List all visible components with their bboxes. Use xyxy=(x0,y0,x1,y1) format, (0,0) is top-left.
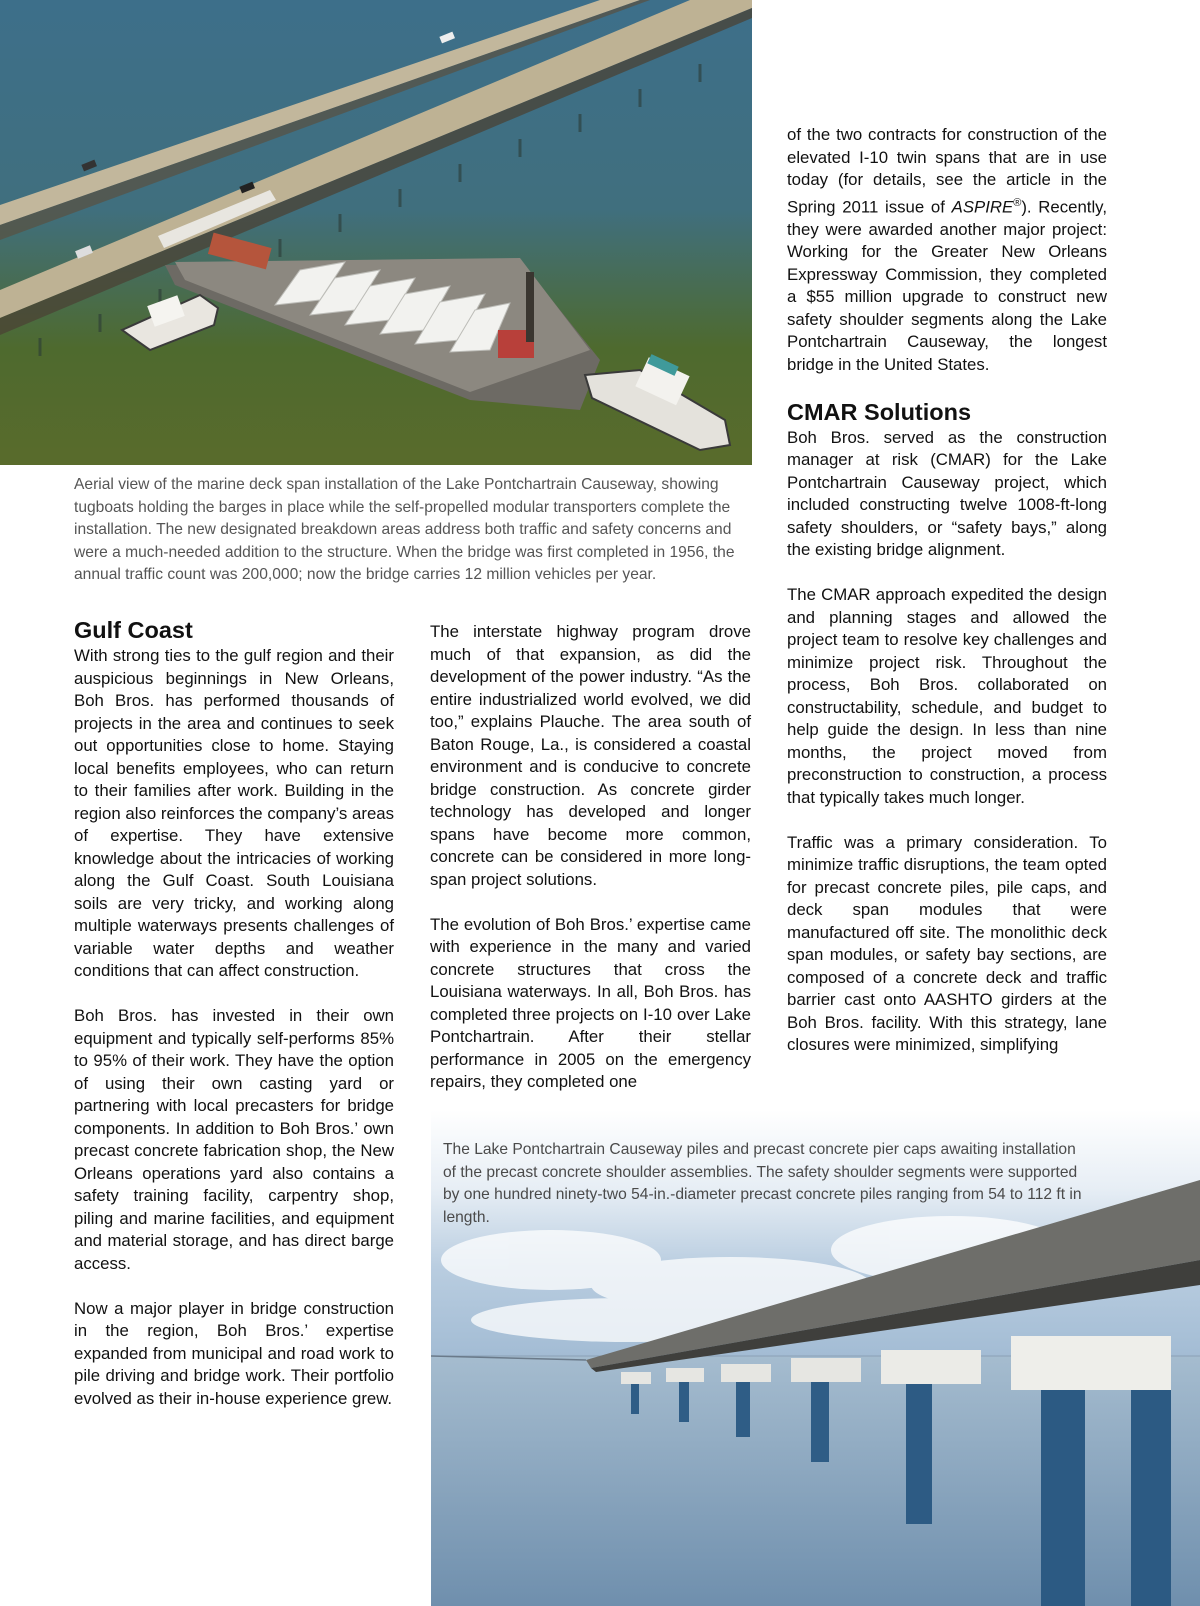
bottom-photo-caption: The Lake Pontchartrain Causeway piles and precast concrete pier caps awaiting installation of the precast concrete shoulder assemblies. The safety shoulder segments were supported by one hundred ninety-two 54-in.-diameter precast concrete piles ranging from 54 to 112 ft in length. xyxy=(443,1141,1082,1226)
aspire-italic: ASPIRE xyxy=(951,197,1014,217)
registered-mark: ® xyxy=(1013,196,1022,209)
gulf-coast-heading: Gulf Coast xyxy=(74,617,193,643)
column-2 xyxy=(430,621,751,1094)
cmar-paragraph-2: The CMAR approach expedited the design and planning stages and allowed the project team to resolve key challenges and minimize project risk. Throughout the process, Boh Bros. collaborated on constructability, schedule, and budget to help guide the design. In less than nine months, the project moved from preconstruction to construction, a process that typically takes much longer. xyxy=(787,585,1107,807)
column-2-paragraph-1: The interstate highway program drove much of that expansion, as did the development of the power industry. “As the entire industrialized world evolved, we did too,” explains Plauche. The area south of Baton Rouge, La., is considered a coastal environment and is conducive to concrete bridge construction. As concrete girder technology has developed and longer spans have become more common, concrete can be considered in more long-span project solutions. xyxy=(430,622,751,889)
column-1 xyxy=(74,617,394,1410)
column-3-intro xyxy=(787,124,1107,376)
intro-text-b: ). Recently, they were awarded another major project: Working for the Greater New Orleans Expressway Commission, they completed a $55 million upgrade to construct new safety shoulder segments along the Lake Pontchartrain Causeway, the longest bridge in the United States. xyxy=(787,197,1107,374)
gulf-coast-paragraph-1: With strong ties to the gulf region and their auspicious beginnings in New Orleans, Boh Bros. has performed thousands of projects in the area and continues to seek out opportunities close to home. Staying local benefits employees, who can return to their families after work. Building in the region also reinforces the company’s areas of expertise. They have extensive knowledge about the intricacies of working along the Gulf Coast. South Louisiana soils are very tricky, and working along multiple waterways presents challenges of variable water depths and weather conditions that can affect construction. xyxy=(74,646,394,980)
intro-text-a: of the two contracts for construction of the elevated I-10 twin spans that are in use today (for details, see the article in the Spring 2011 issue of xyxy=(787,125,1107,217)
gulf-coast-paragraph-3: Now a major player in bridge construction in the region, Boh Bros.’ expertise expanded from municipal and road work to pile driving and bridge work. Their portfolio evolved as their in-house experience grew. xyxy=(74,1298,394,1408)
cmar-paragraph-3: Traffic was a primary consideration. To minimize traffic disruptions, the team opted for precast concrete piles, pile caps, and deck span modules that were manufactured off site. The monolithic deck span modules, or safety bay sections, are composed of a concrete deck and traffic barrier cast onto AASHTO girders at the Boh Bros. facility. With this strategy, lane closures were minimized, simplifying xyxy=(787,832,1107,1055)
column-3 xyxy=(787,124,1107,1057)
gulf-coast-paragraph-2: Boh Bros. has invested in their own equipment and typically self-performs 85% to 95% of their work. They have the option of using their own casting yard or partnering with local precasters for bridge components. In addition to Boh Bros.’ own precast concrete fabrication shop, the New Orleans operations yard also contains a safety training facility, carpentry shop, piling and marine facilities, and equipment and material storage, and has direct barge access. xyxy=(74,1006,394,1273)
column-2-paragraph-2: The evolution of Boh Bros.’ expertise came with experience in the many and varied concrete structures that cross the Louisiana waterways. In all, Boh Bros. has completed three projects on I-10 over Lake Pontchartrain. After their stellar performance in 2005 on the emergency repairs, they completed one xyxy=(430,914,751,1091)
cmar-heading: CMAR Solutions xyxy=(787,398,972,425)
top-aerial-photo xyxy=(0,0,752,465)
top-photo-caption: Aerial view of the marine deck span installation of the Lake Pontchartrain Causeway, showing tugboats holding the barges in place while the self-propelled modular transporters complete the installation. The new designated breakdown areas address both traffic and safety concerns and were a much-needed addition to the structure. When the bridge was first completed in 1956, the annual traffic count was 200,000; now the bridge carries 12 million vehicles per year. xyxy=(74,476,735,583)
cmar-paragraph-1: Boh Bros. served as the construction manager at risk (CMAR) for the Lake Pontchartrain Causeway project, which included constructing twelve 1008-ft-long safety shoulders, or “safety bays,” along the existing bridge alignment. xyxy=(787,427,1107,560)
